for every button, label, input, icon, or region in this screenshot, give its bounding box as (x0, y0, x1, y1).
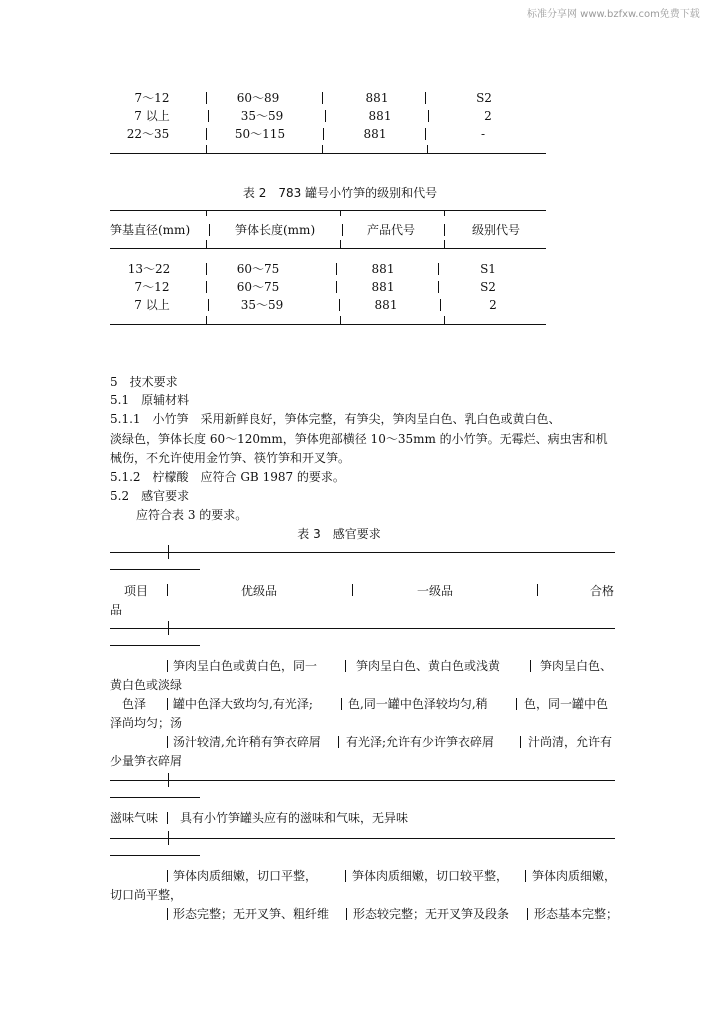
column-divider (336, 263, 337, 275)
table2-cell: 60～75 (236, 280, 280, 294)
table-rule-fragment (110, 645, 200, 646)
table2-cell: 60～75 (236, 262, 280, 276)
column-divider (167, 698, 168, 710)
column-divider (208, 299, 209, 311)
paragraph-line: 5.1.2 柠檬酸 应符合 GB 1987 的要求。 (110, 470, 345, 484)
watermark: 标准分享网 www.bzfxw.com免费下载 (527, 9, 700, 20)
column-divider (206, 240, 207, 248)
table3-cell: 笋肉呈白色、 (540, 659, 613, 673)
column-divider (440, 299, 441, 311)
table2-cell: 7 以上 (134, 298, 170, 312)
table-header-rule (110, 628, 615, 629)
table1-cell: 60～89 (236, 91, 280, 105)
table3-cell: 笋体肉质细嫩，切口平整， (173, 869, 318, 883)
table1-cell: 50～115 (234, 127, 286, 141)
column-divider (206, 210, 207, 216)
column-divider (428, 110, 429, 122)
table3-header-first: 一级品 (417, 584, 454, 598)
table3-header-top: 优级品 (241, 584, 278, 598)
column-divider (206, 145, 207, 153)
column-divider (167, 736, 168, 748)
table3-cell: 笋肉呈白色或黄白色，同一 (173, 659, 318, 673)
table3-header-qualified: 合格 (590, 584, 615, 598)
column-divider (525, 870, 526, 882)
table1-cell: 35～59 (240, 109, 284, 123)
table3-cell: 罐中色泽大致均匀,有光泽; (173, 697, 313, 711)
column-divider (167, 660, 168, 672)
table3-header-wrap: 品 (110, 603, 123, 617)
section-heading: 5.2 感官要求 (110, 489, 190, 503)
table2-header: 笋基直径(mm) (110, 223, 191, 237)
table2-cell: 7～12 (134, 280, 170, 294)
column-divider (325, 110, 326, 122)
column-divider (322, 145, 323, 153)
column-divider (323, 128, 324, 140)
section-heading: 5 技术要求 (110, 375, 178, 389)
table1-cell: - (480, 127, 486, 141)
table1-cell: 22～35 (126, 127, 170, 141)
table3-cell: 色，同一罐中色 (524, 697, 609, 711)
table-rule-fragment (110, 855, 200, 856)
column-divider (206, 92, 207, 104)
table3-cell: 切口尚平整， (110, 888, 183, 902)
column-divider (340, 210, 341, 216)
table3-cell: 少量笋衣碎屑 (110, 754, 183, 768)
column-divider (208, 110, 209, 122)
table1-cell: 2 (484, 109, 492, 123)
table3-header-item: 项目 (124, 584, 149, 598)
table2-cell: S2 (480, 280, 496, 294)
column-divider (345, 660, 346, 672)
column-divider (206, 316, 207, 324)
table2-cell: 2 (489, 298, 497, 312)
column-divider (338, 736, 339, 748)
column-divider (209, 224, 210, 236)
table3-cell: 笋体肉质细嫩， (532, 869, 617, 883)
column-divider (527, 908, 528, 920)
table3-cell: 形态完整；无开叉笋、粗纤维 (173, 907, 330, 921)
column-divider (206, 128, 207, 140)
table3-caption: 表 3 感官要求 (297, 527, 381, 541)
table3-cell: 汁尚清，允许有 (528, 735, 613, 749)
section-heading: 5.1 原辅材料 (110, 393, 190, 407)
column-divider (322, 92, 323, 104)
table-rule-fragment (110, 797, 200, 798)
column-divider (346, 908, 347, 920)
column-divider (167, 812, 168, 824)
column-divider (168, 621, 169, 635)
table1-cell: 7 以上 (134, 109, 170, 123)
table2-cell: 881 (371, 280, 395, 294)
column-divider (167, 908, 168, 920)
column-divider (341, 698, 342, 710)
table-header-rule (110, 248, 546, 249)
table3-cell: 泽尚均匀；汤 (110, 716, 183, 730)
table2-header: 级别代号 (472, 223, 521, 237)
column-divider (167, 870, 168, 882)
table1-cell: 881 (368, 109, 392, 123)
table3-row-label: 色泽 (122, 697, 147, 711)
column-divider (339, 299, 340, 311)
table3-cell: 有光泽;允许有少许笋衣碎屑 (346, 735, 495, 749)
table-rule-fragment (110, 569, 200, 570)
column-divider (336, 281, 337, 293)
column-divider (168, 831, 169, 845)
table3-cell: 笋体肉质细嫩，切口较平整， (352, 869, 509, 883)
table2-cell: 881 (371, 262, 395, 276)
column-divider (168, 545, 169, 559)
table-row-rule (110, 838, 615, 839)
table1-cell: 881 (365, 91, 389, 105)
table2-cell: 13～22 (127, 262, 171, 276)
column-divider (425, 128, 426, 140)
table3-cell: 形态基本完整； (534, 907, 619, 921)
column-divider (352, 584, 353, 596)
column-divider (438, 281, 439, 293)
table2-caption: 表 2 783 罐号小竹笋的级别和代号 (242, 186, 438, 200)
table3-cell: 笋肉呈白色、黄白色或浅黄 (356, 659, 501, 673)
table2-header: 产品代号 (367, 223, 416, 237)
table-top-rule (110, 210, 546, 211)
table1-cell: 881 (363, 127, 387, 141)
table3-cell: 汤汁较清,允许稍有笋衣碎屑 (173, 735, 321, 749)
table2-cell: S1 (480, 262, 496, 276)
column-divider (342, 224, 343, 236)
table3-cell: 色,同一罐中色泽较均匀,稍 (348, 697, 488, 711)
paragraph-line: 应符合表 3 的要求。 (136, 508, 248, 522)
table2-cell: 35～59 (240, 298, 284, 312)
column-divider (444, 316, 445, 324)
table-row-rule (110, 780, 615, 781)
column-divider (516, 698, 517, 710)
paragraph-line: 5.1.1 小竹笋 采用新鲜良好，笋体完整，有笋尖，笋肉呈白色、乳白色或黄白色、 (110, 412, 561, 426)
paragraph-line: 淡绿色，笋体长度 60～120mm，笋体兜部横径 10～35mm 的小竹笋。无霉烂、病虫害和机 (110, 432, 608, 446)
column-divider (425, 92, 426, 104)
column-divider (427, 145, 428, 153)
table-bottom-rule (110, 324, 546, 325)
table2-cell: 881 (374, 298, 398, 312)
column-divider (340, 316, 341, 324)
table2-header: 笋体长度(mm) (235, 223, 316, 237)
column-divider (444, 240, 445, 248)
table3-cell: 形态较完整；无开叉笋及段条 (353, 907, 510, 921)
column-divider (444, 210, 445, 216)
column-divider (167, 584, 168, 596)
table3-cell: 黄白色或淡绿 (110, 678, 183, 692)
column-divider (206, 263, 207, 275)
table-top-rule (110, 552, 615, 553)
column-divider (345, 870, 346, 882)
table1-cell: S2 (476, 91, 492, 105)
table-bottom-rule (110, 153, 546, 154)
column-divider (444, 224, 445, 236)
table3-row-label: 滋味气味 (110, 811, 159, 825)
column-divider (537, 584, 538, 596)
table1-cell: 7～12 (134, 91, 170, 105)
column-divider (438, 263, 439, 275)
column-divider (340, 240, 341, 248)
table3-cell: 具有小竹笋罐头应有的滋味和气味，无异味 (180, 811, 409, 825)
column-divider (530, 660, 531, 672)
column-divider (206, 281, 207, 293)
paragraph-line: 械伤，不允许使用金竹笋、筷竹笋和开叉笋。 (110, 451, 351, 465)
column-divider (520, 736, 521, 748)
column-divider (168, 773, 169, 787)
